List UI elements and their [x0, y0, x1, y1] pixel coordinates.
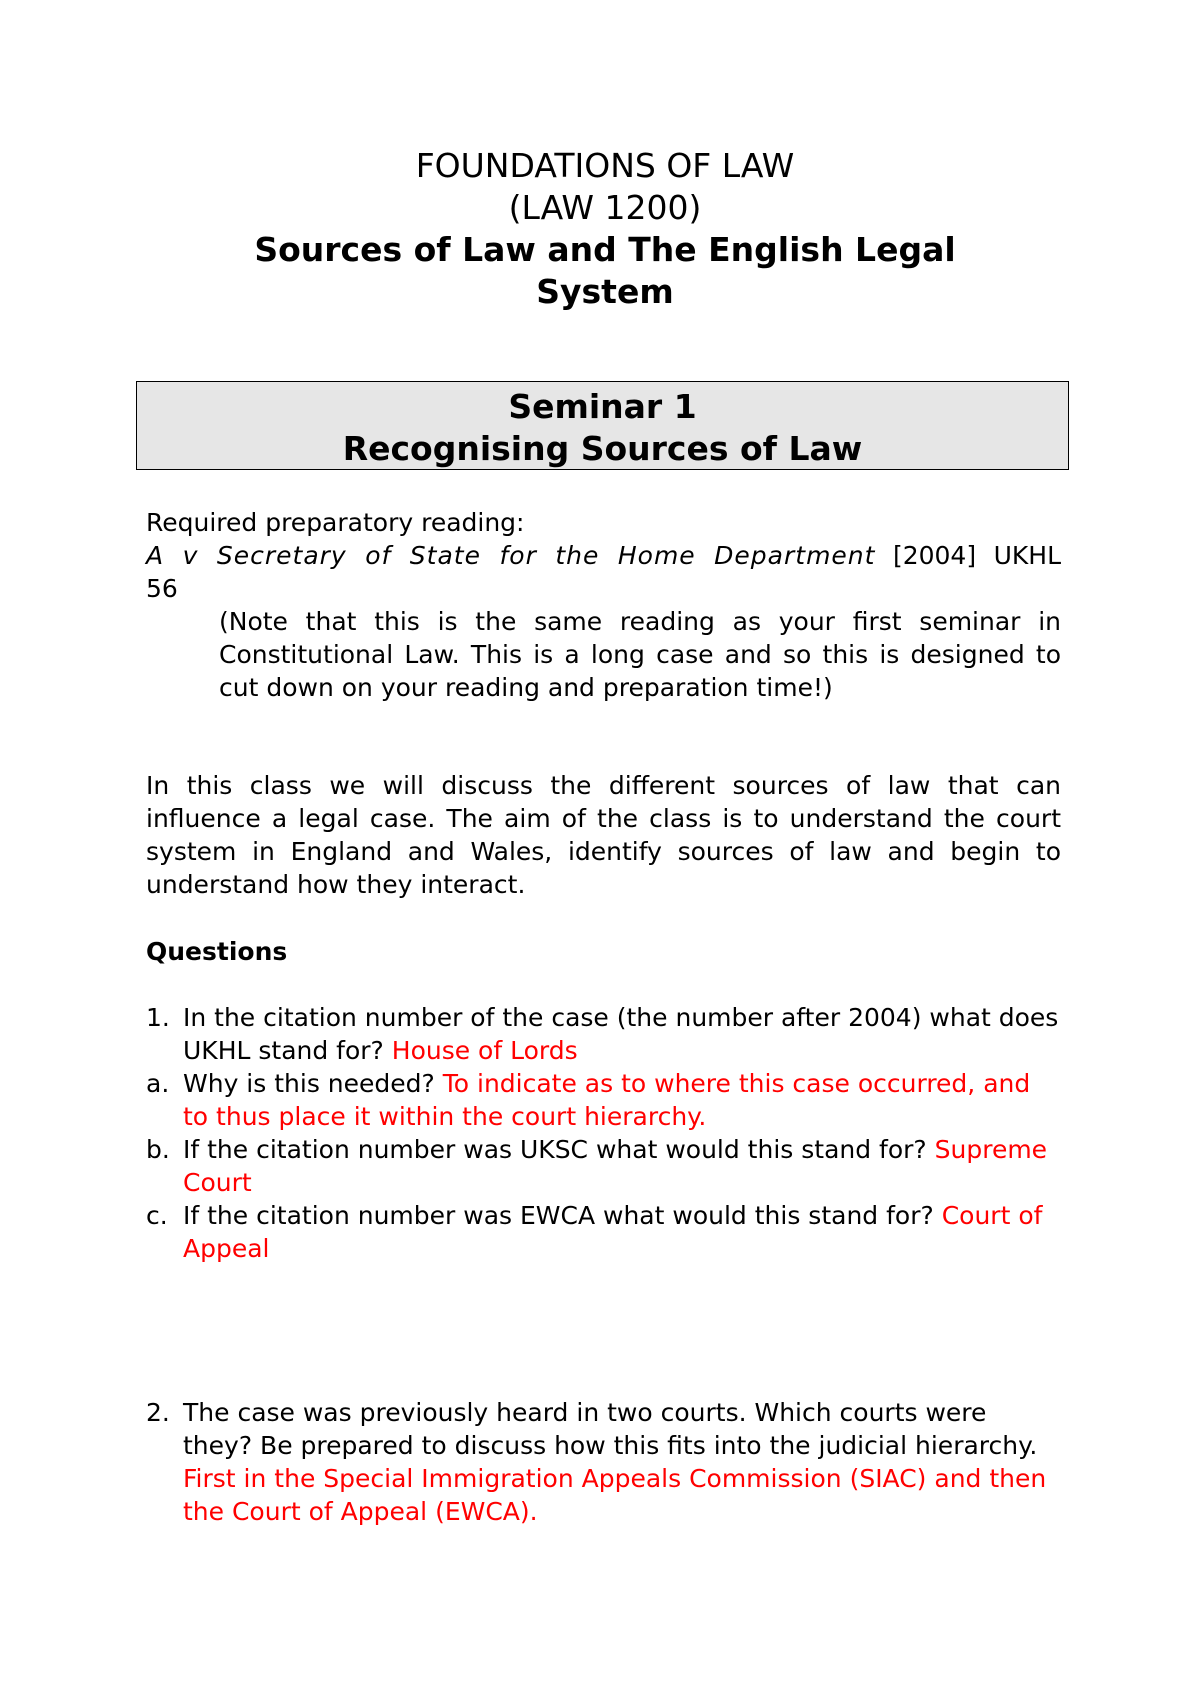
- question-1c: [146, 1199, 1061, 1265]
- required-reading-section: [146, 506, 1061, 704]
- question-text: If the citation number was UKSC what would this stand for?: [183, 1135, 935, 1164]
- course-code: (LAW 1200): [508, 188, 702, 227]
- question-1b: [146, 1133, 1061, 1199]
- question-marker: 2.: [146, 1398, 170, 1427]
- case-citation: [2004] UKHL: [875, 541, 1061, 570]
- question-marker: b.: [146, 1135, 170, 1164]
- seminar-topic: Recognising Sources of Law: [342, 429, 863, 468]
- seminar-number: Seminar 1: [508, 387, 697, 426]
- seminar-heading-box: [136, 381, 1069, 470]
- question-marker: c.: [146, 1201, 168, 1230]
- question-2: [146, 1396, 1061, 1528]
- question-answer: To indicate as to where this case occurred, and to thus place it within the court hierarchy.: [183, 1069, 1031, 1131]
- case-name: A v Secretary of State for the Home Department: [146, 541, 876, 570]
- module-title-line2: System: [536, 272, 674, 311]
- reading-label: Required preparatory reading:: [146, 508, 525, 537]
- course-name: FOUNDATIONS OF LAW: [415, 146, 795, 185]
- case-citation-tail: 56: [146, 574, 178, 603]
- question-text: Why is this needed?: [183, 1069, 443, 1098]
- question-1: [146, 1001, 1061, 1067]
- question-1-block: [146, 1001, 1061, 1265]
- question-text: The case was previously heard in two courts. Which courts were they? Be prepared to discuss how this fits into the judicial hierarchy.: [183, 1398, 1038, 1460]
- question-text: If the citation number was EWCA what would this stand for?: [183, 1201, 942, 1230]
- question-1a: [146, 1067, 1061, 1133]
- intro-paragraph: In this class we will discuss the different sources of law that can influence a legal case. The aim of the class is to understand the court system in England and Wales, identify sources of law and begin to understand how they interact.: [146, 771, 1061, 899]
- question-answer: Court of Appeal: [183, 1201, 1043, 1263]
- question-answer: First in the Special Immigration Appeals Commission (SIAC) and then the Court of Appeal (EWCA).: [183, 1464, 1047, 1526]
- question-answer: House of Lords: [391, 1036, 578, 1065]
- question-marker: 1.: [146, 1003, 170, 1032]
- questions-heading: Questions: [146, 937, 288, 966]
- question-answer: Supreme Court: [183, 1135, 1048, 1197]
- case-citation-line: [146, 539, 1061, 572]
- module-title-line1: Sources of Law and The English Legal: [254, 230, 956, 269]
- reading-note: (Note that this is the same reading as your first seminar in Constitutional Law. This is a long case and so this is designed to cut down on your reading and preparation time!): [219, 607, 1061, 702]
- question-text: In the citation number of the case (the number after 2004) what does UKHL stand for?: [183, 1003, 1059, 1065]
- document-title: [140, 145, 1070, 313]
- question-2-block: [146, 1396, 1061, 1528]
- question-marker: a.: [146, 1069, 170, 1098]
